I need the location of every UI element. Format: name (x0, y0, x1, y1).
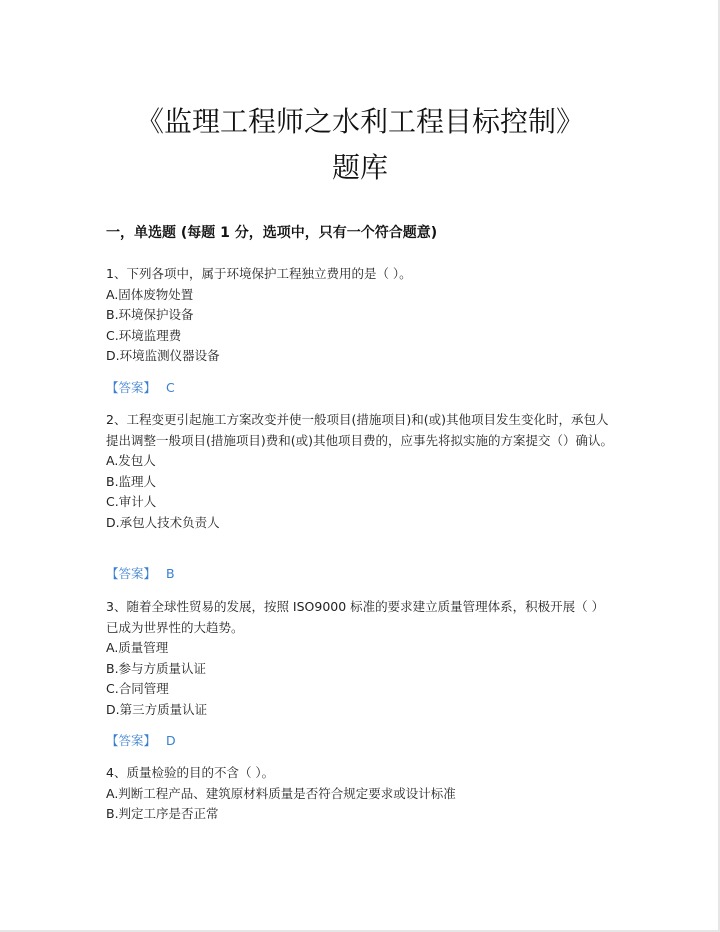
question-stem: 3、随着全球性贸易的发展，按照 ISO9000 标准的要求建立质量管理体系，积极开展（ ）已成为世界性的大趋势。 (106, 599, 605, 635)
document-subtitle: 题库 (331, 151, 388, 184)
option-c: C.审计人 (106, 494, 157, 509)
option-d: D.第三方质量认证 (106, 701, 208, 717)
question-3 (106, 597, 616, 720)
question-stem: 2、工程变更引起施工方案改变并使一般项目(措施项目)和(或)其他项目发生变化时，承包人提出调整一般项目(措施项目)费和(或)其他项目费的，应事先将拟实施的方案提交（）确认。 (106, 412, 614, 448)
option-b: B.监理人 (106, 473, 157, 489)
answer-label: 【答案】 (106, 733, 157, 748)
question-stem: 4、质量检验的目的不含（ ）。 (106, 765, 275, 780)
option-a: A.判断工程产品、建筑原材料质量是否符合规定要求或设计标准 (106, 785, 456, 801)
option-b: B.参与方质量认证 (106, 660, 207, 676)
option-d: D.环境监测仪器设备 (106, 348, 220, 363)
option-b: B.判定工序是否正常 (106, 806, 219, 821)
option-list (106, 784, 616, 825)
document-title: 《监理工程师之水利工程目标控制》 (135, 105, 584, 138)
option-list (106, 451, 616, 533)
section-heading: 一，单选题 (每题 1 分，选项中，只有一个符合题意) (106, 225, 438, 241)
option-c: C.环境监理费 (106, 327, 182, 343)
answer-1 (106, 378, 175, 398)
question-4 (106, 763, 616, 825)
option-a: A.固体废物处置 (106, 286, 194, 302)
answer-value: C (166, 380, 175, 395)
answer-value: B (166, 566, 175, 581)
question-2 (106, 410, 616, 533)
answer-value: D (166, 733, 176, 748)
answer-3 (106, 731, 176, 751)
option-a: A.发包人 (106, 453, 156, 468)
answer-label: 【答案】 (106, 380, 157, 395)
option-b: B.环境保护设备 (106, 307, 194, 322)
question-stem: 1、下列各项中，属于环境保护工程独立费用的是（ ）。 (106, 266, 412, 281)
option-list (106, 638, 616, 720)
answer-label: 【答案】 (106, 566, 157, 581)
option-list (106, 285, 616, 367)
question-1 (106, 264, 616, 367)
answer-2 (106, 564, 175, 584)
option-d: D.承包人技术负责人 (106, 514, 220, 530)
option-c: C.合同管理 (106, 681, 169, 696)
option-a: A.质量管理 (106, 640, 169, 655)
